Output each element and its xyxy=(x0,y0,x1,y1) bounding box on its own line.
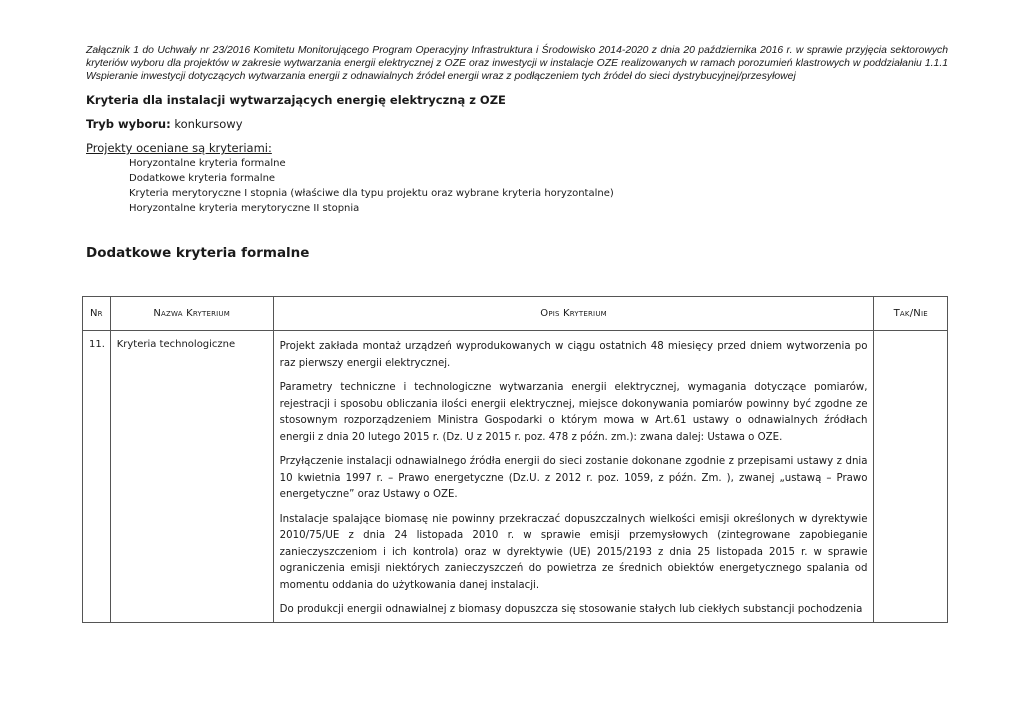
header-yes-no: Tak/Nie xyxy=(874,297,948,331)
section-title: Kryteria dla instalacji wytwarzających energię elektryczną z OZE xyxy=(86,93,506,107)
table-header-row xyxy=(83,297,948,331)
selection-mode-value: konkursowy xyxy=(174,117,243,131)
header-name: Nazwa Kryterium xyxy=(110,297,273,331)
cell-nr: 11. xyxy=(83,331,111,623)
description-paragraph: Parametry techniczne i technologiczne wytwarzania energii elektrycznej, wymagania dotyczące pomiarów, rejestracji i sposobu obliczania ilości energii elektrycznej, miejsce dokonywania pomiarów powinny być zgodne ze stosownym rozporządzeniem Ministra Gospodarki o którym mowa w Art.61 ustawy o odnawialnych źródłach energii z dnia 20 lutego 2015 r. (Dz. U z 2015 r. poz. 478 z późn. zm.): zwana dalej: Ustawa o OZE. xyxy=(279,382,868,443)
criteria-list xyxy=(86,156,948,216)
table-heading: Dodatkowe kryteria formalne xyxy=(86,245,310,261)
list-item: Horyzontalne kryteria formalne xyxy=(129,158,286,169)
list-item: Dodatkowe kryteria formalne xyxy=(129,173,276,184)
description-paragraph: Do produkcji energii odnawialnej z biomasy dopuszcza się stosowanie stałych lub ciekłych substancji pochodzenia xyxy=(279,604,863,615)
cell-desc xyxy=(273,331,874,623)
attachment-header-note: Załącznik 1 do Uchwały nr 23/2016 Komitetu Monitorującego Program Operacyjny Infrastruktura i Środowisko 2014-2020 z dnia 20 października 2016 r. w sprawie przyjęcia sektorowych kryteriów wyboru dla projektów w zakresie wytwarzania energii elektrycznej z OZE oraz inwestycji w instalacje OZE realizowanych w ramach porozumień klastrowych w poddziałaniu 1.1.1 Wspieranie inwestycji dotyczących wytwarzania energii z odnawialnych źródeł energii wraz z podłączeniem tych źródeł do sieci dystrybucyjnej/przesyłowej xyxy=(86,45,948,82)
header-desc: Opis Kryterium xyxy=(273,297,874,331)
description-paragraph: Instalacje spalające biomasę nie powinny przekraczać dopuszczalnych wielkości emisji określonych w dyrektywie 2010/75/UE z dnia 24 listopada 2010 r. w sprawie emisji przemysłowych (zintegrowane zapobieganie zanieczyszczeniom i ich kontrola) oraz w dyrektywie (UE) 2015/2193 z dnia 25 listopada 2015 r. w sprawie ograniczenia emisji niektórych zanieczyszczeń do powietrza ze średnich obiektów energetycznego spalania od momentu oddania do użytkowania danej instalacji. xyxy=(279,513,868,591)
list-item: Kryteria merytoryczne I stopnia (właściwe dla typu projektu oraz wybrane kryteria horyzontalne) xyxy=(129,188,614,199)
document-page xyxy=(86,44,948,261)
cell-name: Kryteria technologiczne xyxy=(110,331,273,623)
criteria-heading-colon: : xyxy=(267,141,272,155)
header-nr: Nr xyxy=(83,297,111,331)
cell-yes-no xyxy=(874,331,948,623)
selection-mode xyxy=(86,117,948,131)
description-content xyxy=(280,339,868,622)
selection-mode-label: Tryb wyboru: xyxy=(86,117,171,131)
description-paragraph: Przyłączenie instalacji odnawialnego źródła energii do sieci zostanie dokonane zgodnie z przepisami ustawy z dnia 10 kwietnia 1997 r. – Prawo energetyczne (Dz.U. z 2012 r. poz. 1059, z późn. Zm. ), zwanej „ustawą – Prawo energetyczne” oraz Ustawy o OZE. xyxy=(279,456,868,500)
criteria-heading-text: Projekty oceniane są kryteriami xyxy=(86,141,268,155)
criteria-table xyxy=(82,296,948,623)
description-paragraph: Projekt zakłada montaż urządzeń wyprodukowanych w ciągu ostatnich 48 miesięcy przed dniem wytworzenia po raz pierwszy energii elektrycznej. xyxy=(279,341,868,369)
table-row xyxy=(83,331,948,623)
list-item: Horyzontalne kryteria merytoryczne II stopnia xyxy=(129,203,360,214)
criteria-heading xyxy=(86,141,948,155)
